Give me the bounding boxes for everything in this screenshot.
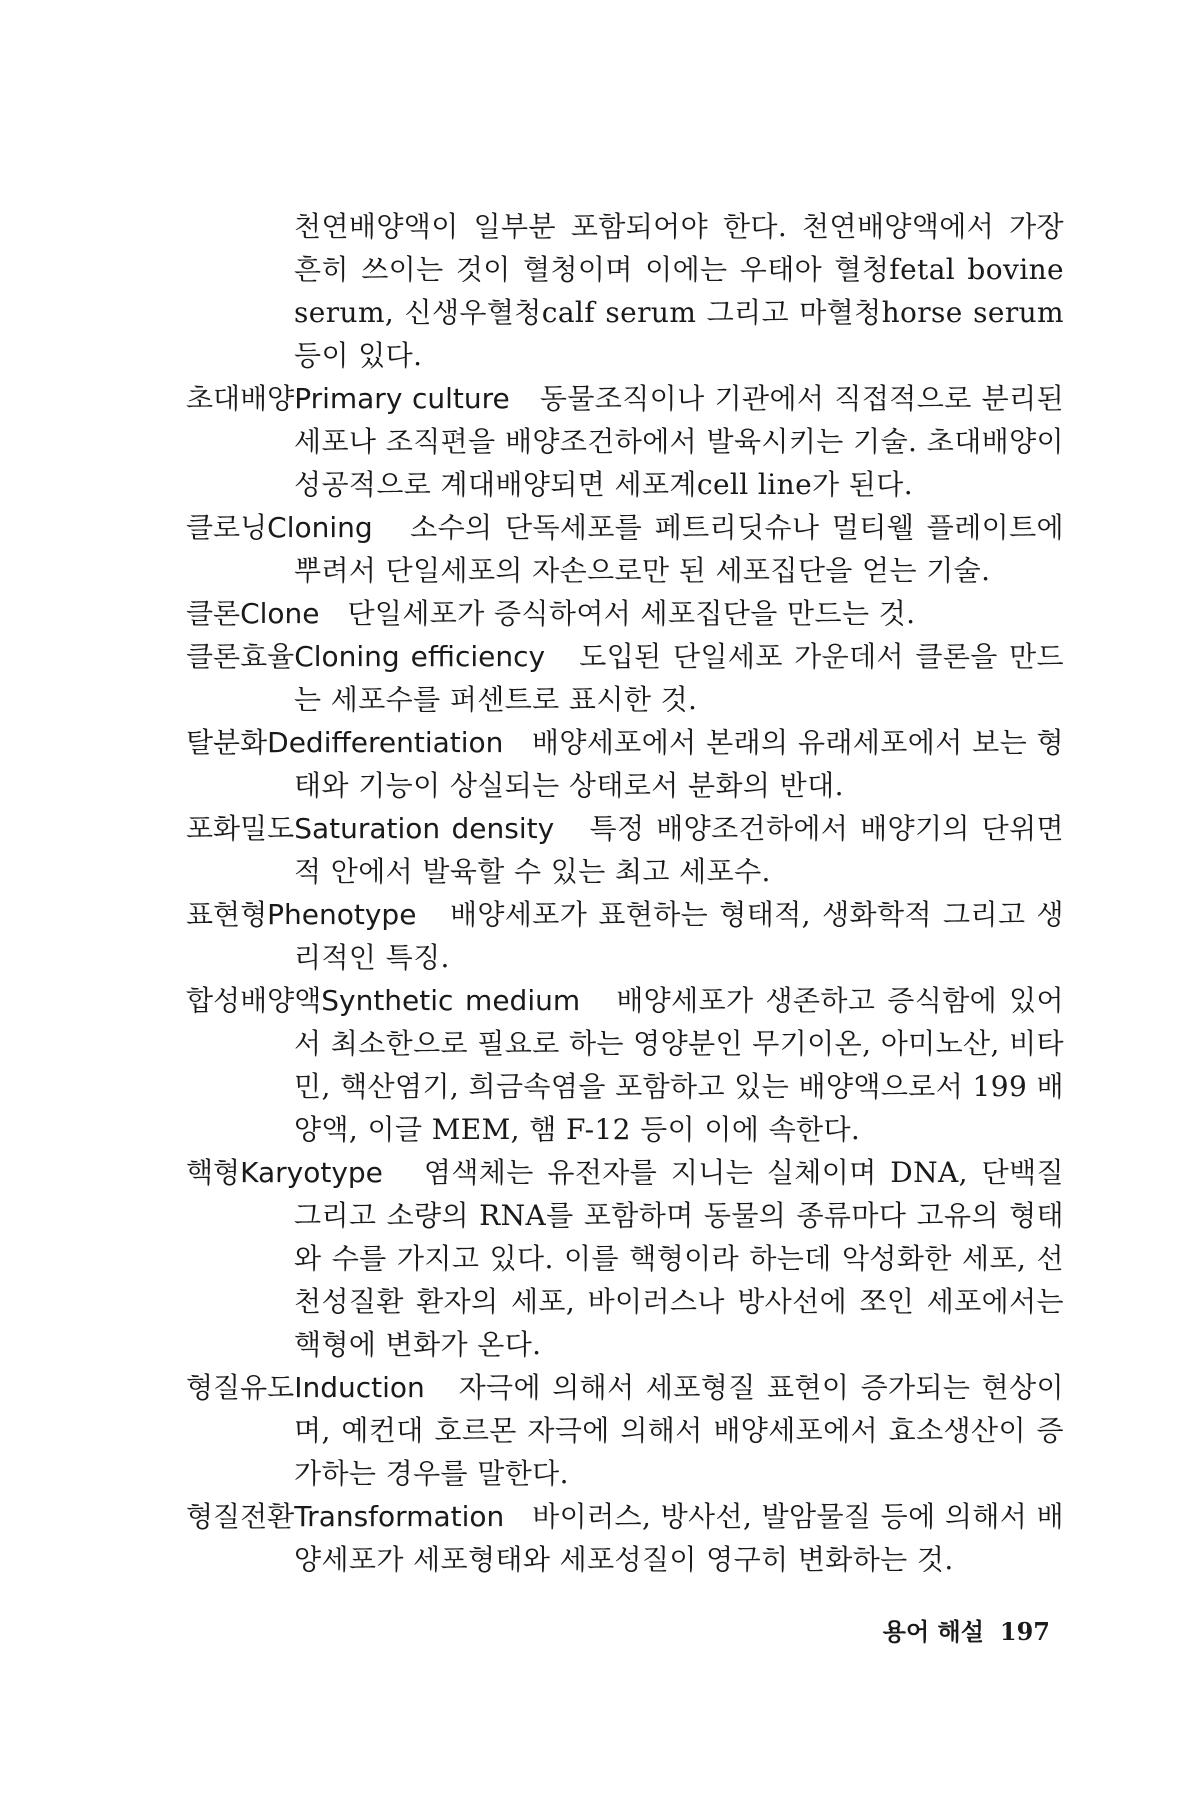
glossary-definition: 배양세포에서 본래의 유래세포에서 보는 형태와 기능이 상실되는 상태로서 분화의 반대. [294,726,1064,802]
glossary-entry-transformation [186,1495,1064,1581]
glossary-term: 초대배양Primary culture [186,382,510,415]
glossary-entry-dedifferentiation [186,721,1064,807]
glossary-definition: 도입된 단일세포 가운데서 클론을 만드는 세포수를 퍼센트로 표시한 것. [294,640,1065,716]
glossary-term: 탈분화Dedifferentiation [186,726,504,759]
glossary-term: 형질유도Induction [186,1371,425,1404]
glossary-entry-saturation-density [186,807,1064,893]
glossary-term: 클로닝Cloning [186,511,373,544]
glossary-definition: 배양세포가 표현하는 형태적, 생화학적 그리고 생리적인 특징. [294,898,1065,974]
glossary-entry-cloning [186,506,1064,592]
glossary-definition: 자극에 의해서 세포형질 표현이 증가되는 현상이며, 예컨대 호르몬 자극에 의해서 배양세포에서 효소생산이 증가하는 경우를 말한다. [294,1371,1064,1490]
glossary-entry-synthetic-medium [186,979,1064,1151]
glossary-definition: 염색체는 유전자를 지니는 실체이며 DNA, 단백질 그리고 소량의 RNA를 포함하며 동물의 종류마다 고유의 형태와 수를 가지고 있다. 이를 핵형이라 하는데 악성화한 세포, 선천성질환 환자의 세포, 바이러스나 방사선에 쪼인 세포에서는 핵형에 변화가 온다. [294,1156,1064,1361]
glossary-term: 핵형Karyotype [186,1156,383,1189]
glossary-definition: 단일세포가 증식하여서 세포집단을 만드는 것. [347,597,916,630]
glossary-term: 형질전환Transformation [186,1500,505,1533]
glossary-entry-karyotype [186,1151,1064,1366]
glossary-entry-induction [186,1366,1064,1495]
glossary-entry-primary-culture [186,377,1064,506]
glossary-term: 클론Clone [186,597,320,630]
glossary-definition: 소수의 단독세포를 페트리딧슈나 멀티웰 플레이트에 뿌려서 단일세포의 자손으로만 된 세포집단을 얻는 기술. [294,511,1065,587]
glossary-entry-cloning-efficiency [186,635,1064,721]
glossary-term: 포화밀도Saturation density [186,812,555,845]
glossary-entry-clone [186,592,1064,635]
glossary-term: 표현형Phenotype [186,898,417,931]
running-section-title: 용어 해설 [882,1618,984,1646]
glossary-definition: 배양세포가 생존하고 증식함에 있어서 최소한으로 필요로 하는 영양분인 무기이온, 아미노산, 비타민, 핵산염기, 희금속염을 포함하고 있는 배양액으로서 199 배양액, 이글 MEM, 햄 F-12 등이 이에 속한다. [294,984,1065,1146]
glossary-entry-phenotype [186,893,1064,979]
page-footer [883,1612,1050,1647]
glossary-definition: 바이러스, 방사선, 발암물질 등에 의해서 배양세포가 세포형태와 세포성질이 영구히 변화하는 것. [294,1500,1064,1576]
glossary-definition: 동물조직이나 기관에서 직접적으로 분리된 세포나 조직편을 배양조건하에서 발육시키는 기술. 초대배양이 성공적으로 계대배양되면 세포계cell line가 된다. [294,382,1065,501]
page-number: 197 [999,1617,1050,1646]
glossary-term: 클론효율Cloning efficiency [186,640,546,673]
intro-continuation: 천연배양액이 일부분 포함되어야 한다. 천연배양액에서 가장 흔히 쓰이는 것이 혈청이며 이에는 우태아 혈청fetal bovine serum, 신생우혈청calf serum 그리고 마혈청horse serum 등이 있다. [294,210,1064,372]
glossary-list [186,205,1064,1581]
glossary-definition: 특정 배양조건하에서 배양기의 단위면적 안에서 발육할 수 있는 최고 세포수. [294,812,1064,888]
glossary-term: 합성배양액Synthetic medium [186,984,581,1017]
